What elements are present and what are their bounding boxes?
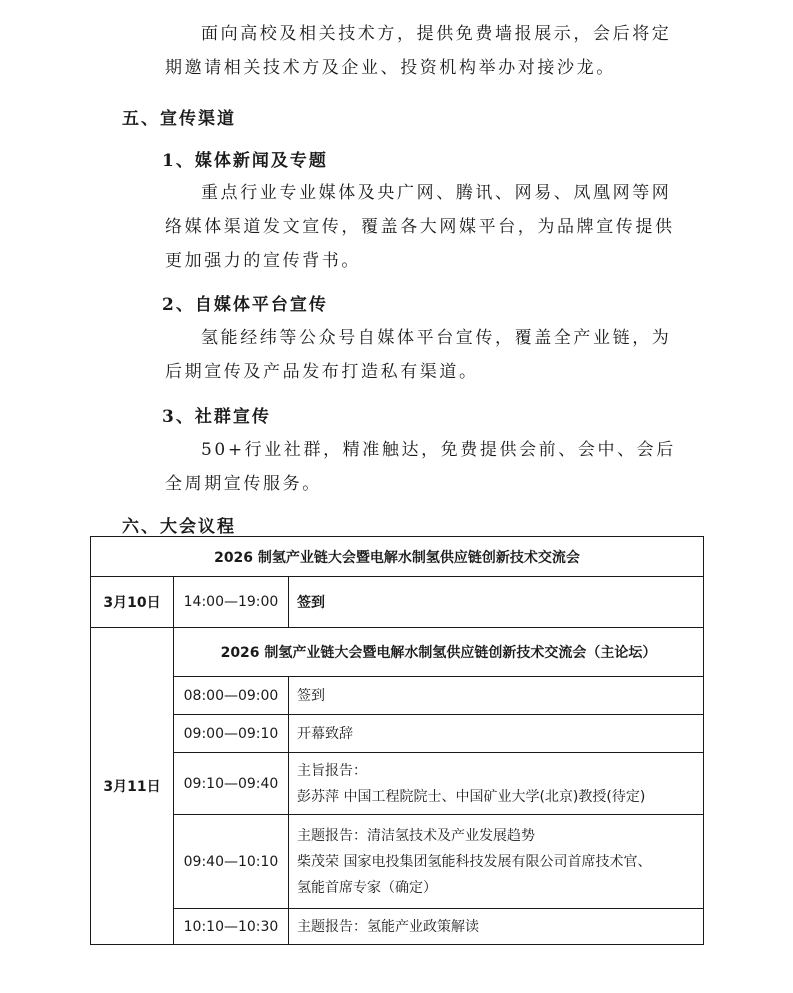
subheading-media-news: 1、媒体新闻及专题 (162, 151, 328, 171)
content-cell (289, 909, 704, 945)
section6-heading: 六、大会议程 (122, 517, 236, 537)
content-line: 签到 (297, 687, 325, 704)
table-row (91, 909, 704, 945)
agenda-title: 2026 制氢产业链大会暨电解水制氢供应链创新技术交流会 (91, 537, 704, 577)
paragraph-community: 50+行业社群，精准触达，免费提供会前、会中、会后全周期宣传服务。 (165, 440, 676, 494)
time-cell: 08:00—09:00 (174, 677, 289, 715)
table-row (91, 628, 704, 677)
paragraph-media-news: 重点行业专业媒体及央广网、腾讯、网易、凤凰网等网络媒体渠道发文宣传，覆盖各大网媒平台，为品牌宣传提供更加强力的宣传背书。 (165, 183, 675, 271)
table-row (91, 715, 704, 753)
content-line: 开幕致辞 (297, 725, 353, 742)
intro-paragraph: 面向高校及相关技术方，提供免费墙报展示，会后将定期邀请相关技术方及企业、投资机构举办对接沙龙。 (165, 24, 672, 78)
time-cell: 09:40—10:10 (174, 815, 289, 909)
time-cell: 14:00—19:00 (174, 577, 289, 628)
table-row (91, 577, 704, 628)
time-cell: 10:10—10:30 (174, 909, 289, 945)
content-line: 柴茂荣 国家电投集团氢能科技发展有限公司首席技术官、 (297, 853, 652, 870)
time-cell: 09:00—09:10 (174, 715, 289, 753)
content-cell (289, 677, 704, 715)
content-line: 主题报告：氢能产业政策解读 (297, 918, 479, 935)
time-cell: 09:10—09:40 (174, 753, 289, 815)
subheading-community: 3、社群宣传 (162, 407, 271, 427)
content-line: 主旨报告： (297, 762, 367, 779)
content-line: 彭苏萍 中国工程院院士、中国矿业大学(北京)教授(待定) (297, 788, 646, 805)
content-cell (289, 815, 704, 909)
content-line: 氢能首席专家（确定） (297, 879, 437, 896)
subheading-self-media: 2、自媒体平台宣传 (162, 295, 328, 315)
content-cell (289, 715, 704, 753)
table-row (91, 753, 704, 815)
content-line: 主题报告：清洁氢技术及产业发展趋势 (297, 827, 535, 844)
table-row (91, 815, 704, 909)
forum-title: 2026 制氢产业链大会暨电解水制氢供应链创新技术交流会（主论坛） (174, 628, 704, 677)
date-cell-day2: 3月11日 (91, 628, 174, 945)
date-cell-day1: 3月10日 (91, 577, 174, 628)
paragraph-self-media: 氢能经纬等公众号自媒体平台宣传，覆盖全产业链，为后期宣传及产品发布打造私有渠道。 (165, 328, 672, 382)
content-cell (289, 753, 704, 815)
agenda-table (90, 536, 704, 945)
table-row (91, 677, 704, 715)
content-cell: 签到 (289, 577, 704, 628)
section5-heading: 五、宣传渠道 (122, 109, 236, 129)
table-row (91, 537, 704, 577)
